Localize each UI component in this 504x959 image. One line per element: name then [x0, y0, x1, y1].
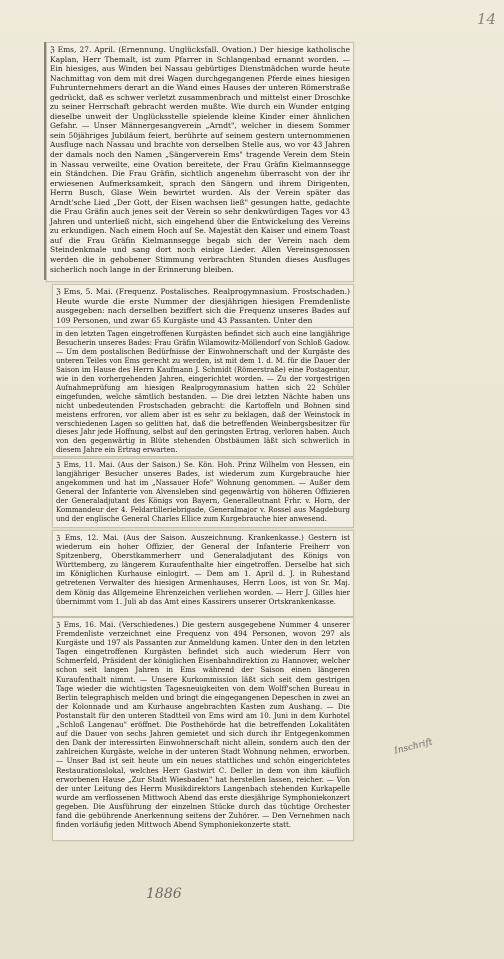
newspaper-clipping-3 [52, 327, 354, 457]
newspaper-clipping-2 [52, 284, 354, 328]
handwritten-margin-note: Inschrift [393, 737, 434, 757]
clipping-text: ℨ Ems, 12. Mai. (Aus der Saison. Auszeichnung. Krankenkasse.) Gestern ist wiederum ein hoher Offizier, der General der Infanterie Freiherr von Spitzenberg, Oberstkammerherr und Generaladjutant des Königs von Württemberg, zu längerem Kuraufenthalte hier eingetroffen. Derselbe hat sich im Königlichen Kurhause einlogirt. — Dem am 1. April d. J. in Ruhestand getretenen Verwalter des hiesigen Armenhauses, Herrn Loos, ist von Sr. Maj. dem König das Allgemeine Ehrenzeichen verliehen worden. — Herr J. Gilles hier übernimmt vom 1. Juli ab das Amt eines Kassirers unserer Ortskrankenkasse. [56, 533, 350, 606]
clipping-text: ℨ Ems, 11. Mai. (Aus der Saison.) Se. Kön. Hoh. Prinz Wilhelm von Hessen, ein langjähriger Besucher unseres Bades, ist wiederum zum Kurgebrauche hier angekommen und hat im „Nassauer Hofe" Wohnung genommen. — Außer dem General der Infanterie von Alvensleben sind gegenwärtig von höheren Offizieren der Generaladjutant des Königs von Bayern, Generalleutnant Frhr. v. Horn, der Kommandeur der 4. Feldartilleriebrigade, Generalmajor v. Rossel aus Magdeburg und der englische General Charles Ellice zum Kurgebrauche hier anwesend. [56, 461, 350, 523]
clipping-text: in den letzten Tagen eingetroffenen Kurgästen befindet sich auch eine langjährige Besucherin unseres Bades: Frau Gräfin Wilamowitz-Möllendorf von Schloß Gadow. — Um dem postalischen Bedürfnisse der Einwohnerschaft und der Kurgäste des unteren Teiles von Ems gerecht zu werden, ist mit dem 1. d. M. für die Dauer der Saison im Hause des Herrn Kaufmann J. Schmidt (Römerstraße) eine Postagentur, wie in den vorhergehenden Jahren, eingerichtet worden. — Zu der vorgestrigen Aufnahmeprüfung am hiesigen Realprogymnasium hatten sich 22 Schüler eingefunden, welche sämtlich bestanden. — Die drei letzten Nächte haben uns nicht unbedeutenden Frostschaden gebracht: die Kartoffeln und Bohnen sind meistens erfroren, vor allem aber ist es sehr zu beklagen, daß der Weinstock in verschiedenen Lagen so gelitten hat, daß die betreffenden Weinbergsbesitzer für dieses Jahr jede Hoffnung, selbst auf den geringsten Ertrag, verloren haben. Auch von den gegenwärtig in Blüte stehenden Obstbäumen läßt sich schwerlich in diesem Jahre ein Ertrag erwarten. [56, 330, 350, 455]
clipping-text: ℨ Ems, 5. Mai. (Frequenz. Postalisches. Realprogymnasium. Frostschaden.) Heute wurde die erste Nummer der diesjährigen hiesigen Fremdenliste ausgegeben: nach derselben beziffert sich die Frequenz unseres Bades auf 109 Personen, und zwar 65 Kurgäste und 43 Passanten. Unter den [56, 287, 350, 326]
newspaper-clipping-4 [52, 458, 354, 528]
handwritten-year: 1886 [146, 886, 182, 902]
newspaper-clipping-1 [46, 42, 354, 282]
newspaper-clipping-5 [52, 530, 354, 617]
newspaper-clipping-6 [52, 617, 354, 841]
clipping-text: ℨ Ems, 16. Mai. (Verschiedenes.) Die gestern ausgegebene Nummer 4 unserer Fremdenliste verzeichnet eine Frequenz von 494 Personen, wovon 297 als Kurgäste und 197 als Passanten zur Anmeldung kamen. Unter den in den letzten Tagen eingetroffenen Kurgästen befindet sich auch wiederum Herr von Schmerfeld, Präsident der königlichen Eisenbahndirektion zu Hannover, welcher schon seit langen Jahren in Ems während der Saison einen längeren Kuraufenthalt nimmt. — Unsere Kurkommission läßt sich seit dem gestrigen Tage wieder die wichtigsten Tagesneuigkeiten von dem Wolff'schen Bureau in Berlin telegraphisch melden und bringt die eingegangenen Depeschen in zwei an der Kolonnade und am Kurhause angebrachten Kasten zum Aushang. — Die Postanstalt für den unteren Stadtteil von Ems wird am 10. Juni in dem Kurhotel „Schloß Langenau" eröffnet. Die Posthehörde hat die betreffenden Lokalitäten auf die Dauer von sechs Jahren gemietet und sich durch ihr Entgegenkommen den Dank der interessirten Einwohnerschaft nicht allein, sondern auch den der zahlreichen Kurgäste, welche in der unteren Stadt Wohnung nehmen, erworben. — Unser Bad ist seit heute um ein neues stattliches und schön eingerichtetes Restaurationslokal, welches Herr Gastwirt C. Deller in dem von ihm käuflich erworbenen Hause „Zur Stadt Wiesbaden" hat herstellen lassen, reicher. — Von der unter Leitung des Herrn Musikdirektors Langenbach stehenden Kurkapelle wurde am verflossenen Mittwoch Abend das erste diesjährige Symphoniekonzert gegeben. Die Ausführung der einzelnen Stücke durch das tüchtige Orchester fand die gebührende Anerkennung seitens der Zuhörer. — Den Vernehmen nach finden vorläufig jeden Mittwoch Abend Symphoniekonzerte statt. [56, 620, 350, 830]
page-number: 14 [476, 10, 496, 28]
clipping-text: ℨ Ems, 27. April. (Ernennung. Unglücksfall. Ovation.) Der hiesige katholische Kaplan, Herr Themalt, ist zum Pfarrer in Schlangenbad ernannt worden. — Ein hiesiges, aus Winden bei Nassau gebürtiges Dienstmädchen wurde heute Nachmittag von dem mit drei Wagen durchgegangenen Pferde eines hiesigen Fuhrunternehmers derart an die Wand eines Hauses der unteren Römerstraße gedrückt, daß es schwer verletzt zusammenbrach und mittelst einer Droschke zu seiner Herrschaft gebracht werden mußte. Wie durch ein Wunder entging dieselbe unweit der Unglücksstelle spielende kleine Kinder einer ähnlichen Gefahr. — Unser Männergesangverein „Arndt", welcher in diesem Sommer sein 50jähriges Jubiläum feiert, berührte auf seinem gestern unternommenen Ausfluge nach Nassau und brachte von derselben Stelle aus, wo vor 43 Jahren der damals noch den Namen „Sängerverein Ems" tragende Verein dem Stein in Nassau verweilte, eine Ovation bereitete, der Frau Gräfin Kielmannsegge ein Ständchen. Die Frau Gräfin, sichtlich angenehm überrascht von der ihr erwiesenen Aufmerksamkeit, sprach den Sängern und ihrem Dirigenten, Herrn Busch, Glase Wein bewirtet wurden. Als der Verein später das Arndt'sche Lied „Der Gott, der Eisen wachsen ließ" gesungen hatte, gedachte die Frau Gräfin auch jenes seit der Verein so sehr denkwürdigen Tages vor 43 Jahren und unterließ nicht, sich eingehend über die Entwickelung des Vereins zu erkundigen. Nach einem Hoch auf Se. Majestät den Kaiser und einem Toast auf die Frau Gräfin Kielmannsegge begab sich der Verein nach dem Steindenkmale und sang dort noch einige Lieder. Allen Vereinsgenossen werden die in gehobener Stimmung verbrachten Stunden dieses Ausfluges sicherlich noch lange in der Erinnerung bleiben. [50, 45, 350, 274]
